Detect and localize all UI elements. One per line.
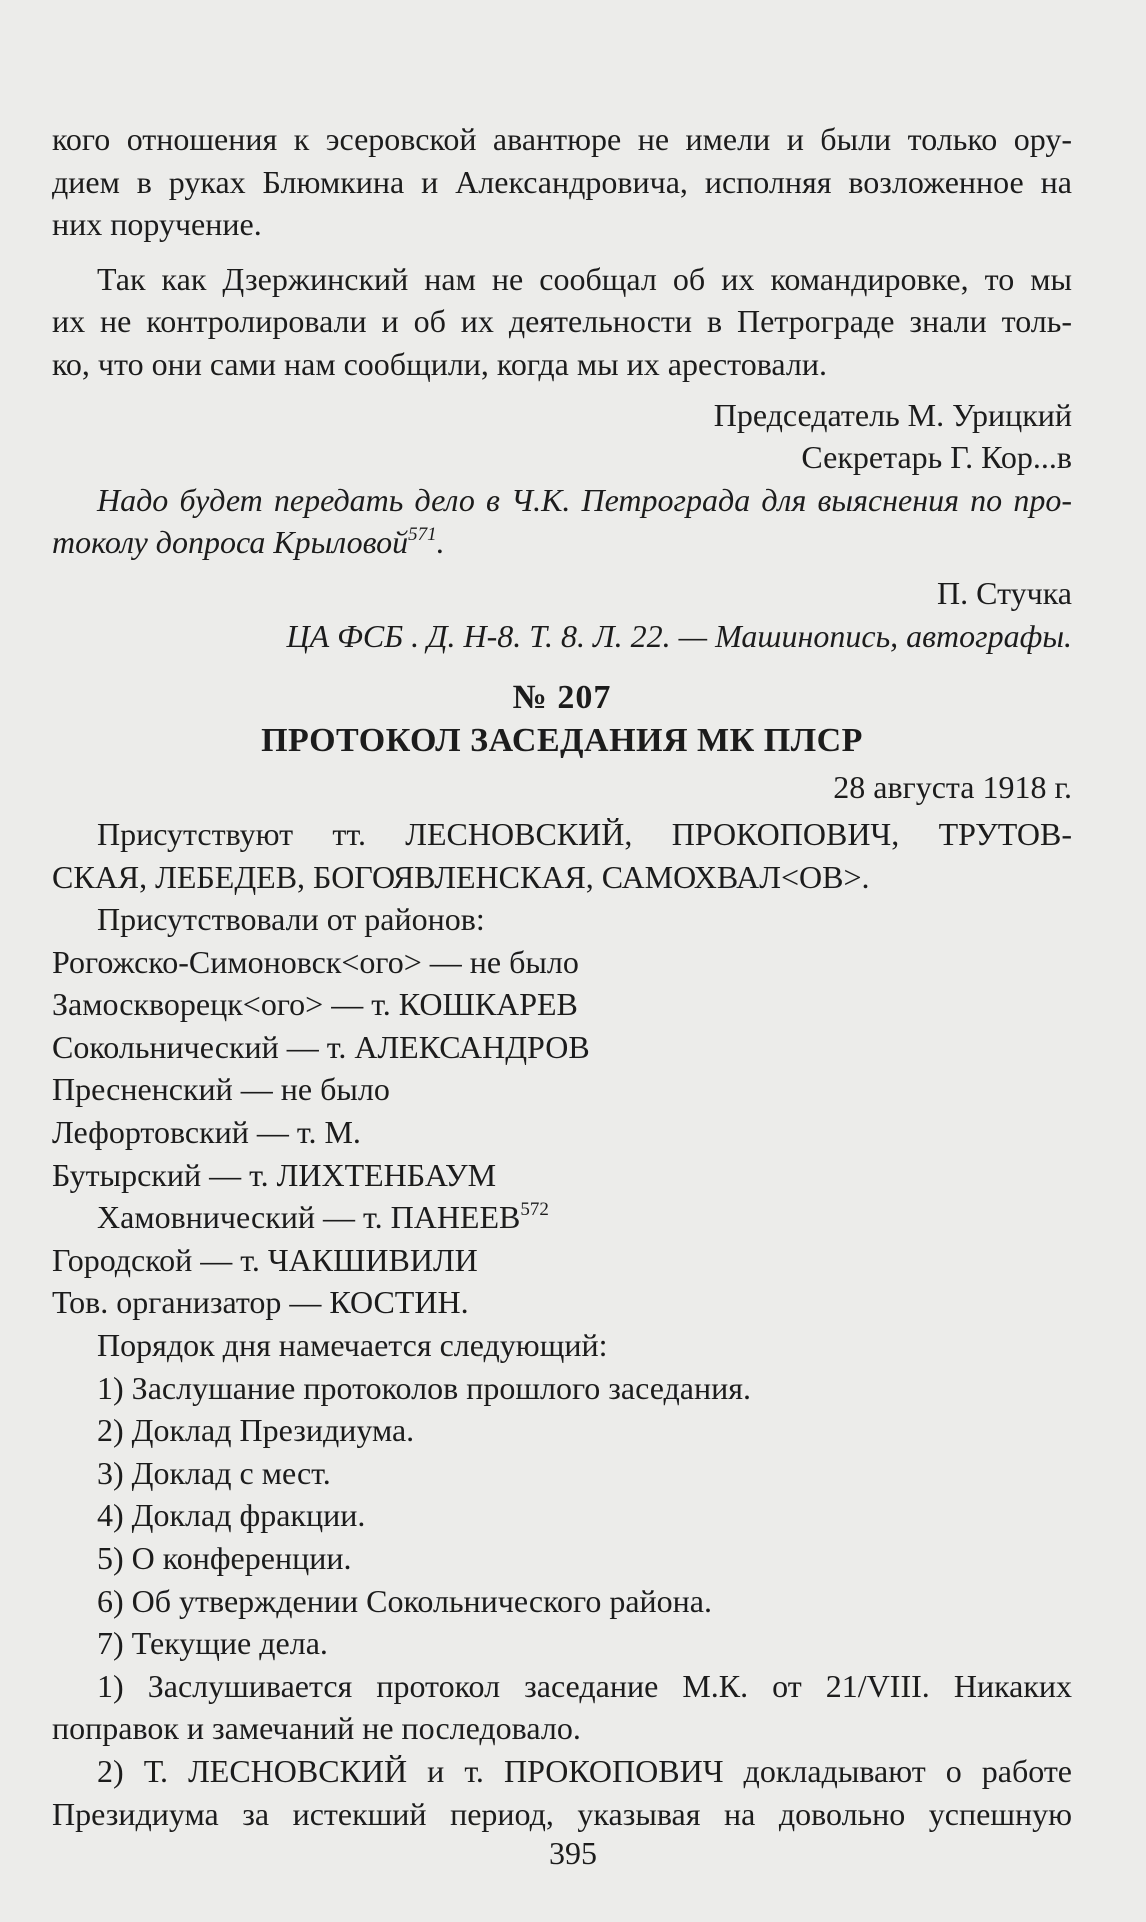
resolution-line-1: Надо будет передать дело в Ч.К. Петрограда для выяснения по про- bbox=[97, 481, 1072, 518]
item-1-line-1: 1) Заслушивается протокол заседание М.К. от 21/VIII. Никаких bbox=[97, 1667, 1072, 1704]
paragraph-2 bbox=[52, 258, 1072, 386]
document-number: № 207 bbox=[512, 679, 612, 717]
agenda-item: 6) Об утверждении Сокольнического района. bbox=[97, 1582, 712, 1619]
item-1-paragraph bbox=[52, 1665, 1072, 1750]
agenda-item: 5) О конференции. bbox=[97, 1540, 352, 1576]
text-line: дием в руках Блюмкина и Александровича, исполняя возложенное на bbox=[52, 163, 1072, 200]
text-line: них поручение. bbox=[52, 206, 262, 243]
text-line: Так как Дзержинский нам не сообщал об их командировке, то мы bbox=[97, 260, 1072, 297]
text-line: кого отношения к эсеровской авантюре не имели и были только ору- bbox=[52, 121, 1072, 157]
district-item: Сокольнический — т. АЛЕКСАНДРОВ bbox=[52, 1028, 590, 1065]
present-paragraph bbox=[52, 813, 1072, 898]
agenda-item: 1) Заслушание протоколов прошлого заседания. bbox=[97, 1369, 751, 1406]
district-item: Бутырский — т. ЛИХТЕНБАУМ bbox=[52, 1156, 497, 1193]
district-item-khamovniki bbox=[52, 1196, 1072, 1239]
district-item: Лефортовский — т. М. bbox=[52, 1114, 361, 1151]
districts-list bbox=[52, 941, 1072, 1324]
signature-chairman: Председатель М. Урицкий bbox=[713, 396, 1072, 433]
item-1-line-2: поправок и замечаний не последовало. bbox=[52, 1710, 581, 1747]
archive-reference: ЦА ФСБ . Д. Н-8. Т. 8. Л. 22. — Машинопись, автографы. bbox=[286, 617, 1072, 654]
footnote-ref-572[interactable]: 572 bbox=[520, 1199, 549, 1221]
agenda-item: 3) Доклад с мест. bbox=[97, 1454, 331, 1491]
agenda-item: 4) Доклад фракции. bbox=[97, 1497, 366, 1534]
signature-secretary: Секретарь Г. Кор...в bbox=[801, 439, 1072, 476]
agenda-list bbox=[52, 1367, 1072, 1665]
text-line: их не контролировали и об их деятельности в Петрограде знали толь- bbox=[52, 303, 1072, 340]
document-title: ПРОТОКОЛ ЗАСЕДАНИЯ МК ПЛСР bbox=[261, 721, 863, 759]
item-2-paragraph bbox=[52, 1750, 1072, 1835]
text-line: ко, что они сами нам сообщили, когда мы их арестовали. bbox=[52, 345, 827, 382]
resolution-line-2 bbox=[52, 521, 1072, 564]
district-item: Тов. организатор — КОСТИН. bbox=[52, 1284, 469, 1321]
resolution-end: . bbox=[436, 524, 445, 561]
agenda-heading: Порядок дня намечается следующий: bbox=[97, 1327, 608, 1364]
agenda-item: 7) Текущие дела. bbox=[97, 1625, 328, 1662]
district-text: Хамовнический — т. ПАНЕЕВ bbox=[97, 1199, 521, 1236]
item-2-line-1: 2) Т. ЛЕСНОВСКИЙ и т. ПРОКОПОВИЧ докладывают о работе bbox=[97, 1752, 1072, 1789]
resolution-note bbox=[52, 479, 1072, 564]
present-line-2: СКАЯ, ЛЕБЕДЕВ, БОГОЯВЛЕНСКАЯ, САМОХВАЛ<ОВ>. bbox=[52, 858, 870, 895]
district-item: Городской — т. ЧАКШИВИЛИ bbox=[52, 1241, 478, 1278]
agenda-item: 2) Доклад Президиума. bbox=[97, 1412, 415, 1449]
footnote-ref-571[interactable]: 571 bbox=[408, 524, 437, 546]
present-line-1: Присутствуют тт. ЛЕСНОВСКИЙ, ПРОКОПОВИЧ, ТРУТОВ- bbox=[97, 815, 1072, 852]
district-item: Рогожско-Симоновск<ого> — не было bbox=[52, 943, 579, 980]
page-text bbox=[52, 118, 1072, 1835]
signature-stuchka: П. Стучка bbox=[937, 574, 1072, 611]
district-item: Замоскворецк<ого> — т. КОШКАРЕВ bbox=[52, 986, 578, 1023]
document-date: 28 августа 1918 г. bbox=[833, 769, 1072, 806]
item-2-line-2: Президиума за истекший период, указывая на довольно успешную bbox=[52, 1795, 1072, 1832]
district-item: Пресненский — не было bbox=[52, 1071, 390, 1108]
districts-heading: Присутствовали от районов: bbox=[97, 901, 485, 938]
resolution-text: токолу допроса Крыловой bbox=[52, 524, 409, 561]
page-number: 395 bbox=[549, 1835, 597, 1871]
paragraph-1 bbox=[52, 118, 1072, 246]
